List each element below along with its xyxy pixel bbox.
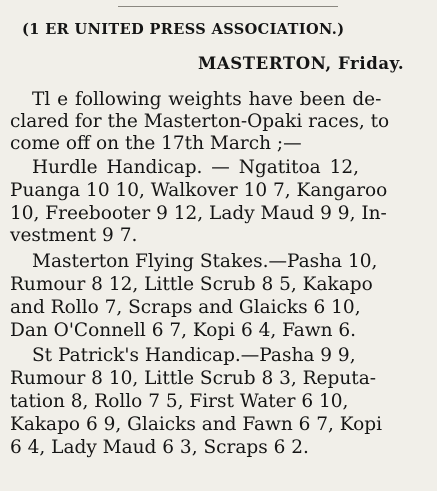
article-line: Puanga 10 10, Walkover 10 7, Kangaroo xyxy=(10,180,388,201)
article-line: and Rollo 7, Scraps and Glaicks 6 10, xyxy=(10,297,361,318)
article-line: Rumour 8 12, Little Scrub 8 5, Kakapo xyxy=(10,274,373,295)
article-line: St Patrick's Handicap.—Pasha 9 9, xyxy=(32,345,356,366)
byline: (1 ER UNITED PRESS ASSOCIATION.) xyxy=(22,21,345,38)
article-line: Rumour 8 10, Little Scrub 8 3, Reputa- xyxy=(10,368,376,389)
article-line: come off on the 17th March ;— xyxy=(10,133,302,154)
dateline: MASTERTON, Friday. xyxy=(198,54,405,73)
article-line: 6 4, Lady Maud 6 3, Scraps 6 2. xyxy=(10,437,309,458)
article-line: Dan O'Connell 6 7, Kopi 6 4, Fawn 6. xyxy=(10,320,357,341)
article-line: vestment 9 7. xyxy=(10,225,138,246)
article-line: Kakapo 6 9, Glaicks and Fawn 6 7, Kopi xyxy=(10,414,383,435)
article-line: Hurdle Handicap. — Ngatitoa 12, xyxy=(32,157,360,178)
article-line: tation 8, Rollo 7 5, First Water 6 10, xyxy=(10,391,349,412)
top-rule xyxy=(118,6,338,7)
article-line: clared for the Masterton-Opaki races, to xyxy=(10,111,390,132)
article-line: Tl e following weights have been de- xyxy=(32,89,382,110)
article-line: 10, Freebooter 9 12, Lady Maud 9 9, In- xyxy=(10,203,387,224)
article-line: Masterton Flying Stakes.—Pasha 10, xyxy=(32,251,378,272)
